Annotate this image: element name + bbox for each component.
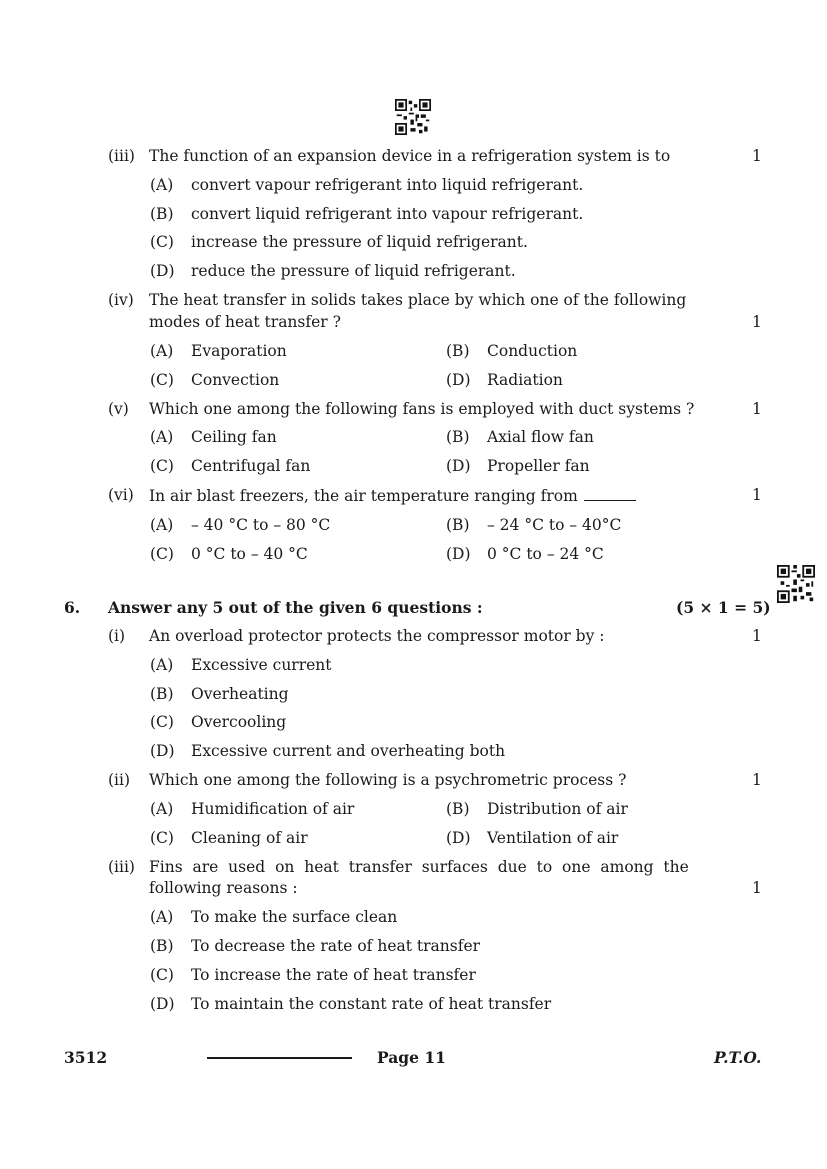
question-text: In air blast freezers, the air temperature ranging from: [149, 487, 578, 505]
option-label: (A): [150, 908, 174, 926]
option-label: (C): [150, 829, 174, 847]
question-number: (iv): [108, 291, 134, 309]
option-label: (B): [150, 205, 174, 223]
option-label: (D): [446, 457, 471, 475]
option-label: (B): [150, 937, 174, 955]
top-qr-code-icon: [395, 99, 431, 135]
question-text: The function of an expansion device in a refrigeration system is to: [149, 147, 671, 165]
option-text: Conduction: [487, 342, 578, 360]
option-text: 0 °C to – 24 °C: [487, 545, 604, 563]
option-text: Ceiling fan: [191, 428, 277, 446]
question-text-continued: following reasons :: [149, 879, 298, 897]
option-text: Overheating: [191, 685, 289, 703]
option-text: Distribution of air: [487, 800, 628, 818]
question-marks: 1: [752, 313, 762, 331]
question-number: (v): [108, 400, 129, 418]
option-text: 0 °C to – 40 °C: [191, 545, 308, 563]
option-label: (B): [446, 800, 470, 818]
option-text: Ventilation of air: [487, 829, 619, 847]
question-number: (iii): [108, 147, 135, 165]
question-marks: 1: [752, 147, 762, 165]
option-text: To increase the rate of heat transfer: [191, 966, 476, 984]
option-text: Humidification of air: [191, 800, 355, 818]
question-number: (i): [108, 627, 126, 645]
option-text: Propeller fan: [487, 457, 590, 475]
option-label: (D): [446, 371, 471, 389]
option-text: Centrifugal fan: [191, 457, 311, 475]
question-number: (ii): [108, 771, 131, 789]
option-text: Overcooling: [191, 713, 287, 731]
option-text: To make the surface clean: [191, 908, 398, 926]
question-6-number: 6.: [64, 598, 81, 617]
option-label: (B): [446, 342, 470, 360]
question-number: (vi): [108, 486, 134, 504]
option-text: convert vapour refrigerant into liquid refrigerant.: [191, 176, 584, 194]
option-label: (C): [150, 966, 174, 984]
question-marks: 1: [752, 771, 762, 789]
option-label: (B): [446, 428, 470, 446]
footer-rule: [207, 1057, 352, 1059]
question-6-heading: Answer any 5 out of the given 6 questions :: [108, 598, 483, 617]
option-label: (A): [150, 428, 174, 446]
option-text: reduce the pressure of liquid refrigerant.: [191, 262, 516, 280]
option-label: (D): [446, 829, 471, 847]
question-text-continued: modes of heat transfer ?: [149, 313, 341, 331]
option-label: (B): [446, 516, 470, 534]
option-text: Axial flow fan: [487, 428, 594, 446]
question-text: Which one among the following fans is employed with duct systems ?: [149, 400, 695, 418]
question-marks: 1: [752, 486, 762, 504]
question-text-line: [149, 486, 636, 505]
option-text: To maintain the constant rate of heat transfer: [191, 995, 552, 1013]
page-number: Page 11: [377, 1048, 446, 1067]
option-label: (A): [150, 176, 174, 194]
option-text: Excessive current and overheating both: [191, 742, 506, 760]
option-label: (D): [150, 742, 175, 760]
option-text: – 40 °C to – 80 °C: [191, 516, 331, 534]
option-text: Convection: [191, 371, 280, 389]
option-text: To decrease the rate of heat transfer: [191, 937, 481, 955]
option-label: (C): [150, 545, 174, 563]
option-label: (D): [150, 995, 175, 1013]
option-text: Cleaning of air: [191, 829, 308, 847]
paper-code: 3512: [64, 1048, 108, 1067]
please-turn-over: P.T.O.: [714, 1048, 762, 1067]
question-text: An overload protector protects the compressor motor by :: [149, 627, 605, 645]
option-label: (A): [150, 516, 174, 534]
question-marks: 1: [752, 627, 762, 645]
option-label: (B): [150, 685, 174, 703]
option-label: (C): [150, 457, 174, 475]
option-text: increase the pressure of liquid refrigerant.: [191, 233, 528, 251]
option-label: (C): [150, 371, 174, 389]
question-marks: 1: [752, 400, 762, 418]
side-qr-code-icon: [777, 565, 815, 603]
option-text: convert liquid refrigerant into vapour refrigerant.: [191, 205, 584, 223]
option-label: (A): [150, 800, 174, 818]
option-text: – 24 °C to – 40°C: [487, 516, 622, 534]
option-text: Excessive current: [191, 656, 332, 674]
question-text: The heat transfer in solids takes place by which one of the following: [149, 291, 687, 309]
option-text: Evaporation: [191, 342, 287, 360]
fill-in-blank: [584, 486, 636, 501]
question-marks: 1: [752, 879, 762, 897]
option-label: (D): [446, 545, 471, 563]
option-label: (A): [150, 342, 174, 360]
question-6-marks: (5 × 1 = 5): [676, 598, 771, 617]
option-label: (C): [150, 233, 174, 251]
option-label: (C): [150, 713, 174, 731]
question-number: (iii): [108, 858, 135, 876]
option-label: (D): [150, 262, 175, 280]
question-text: Which one among the following is a psychrometric process ?: [149, 771, 627, 789]
question-text: Fins are used on heat transfer surfaces due to one among the: [149, 858, 689, 876]
option-text: Radiation: [487, 371, 563, 389]
option-label: (A): [150, 656, 174, 674]
